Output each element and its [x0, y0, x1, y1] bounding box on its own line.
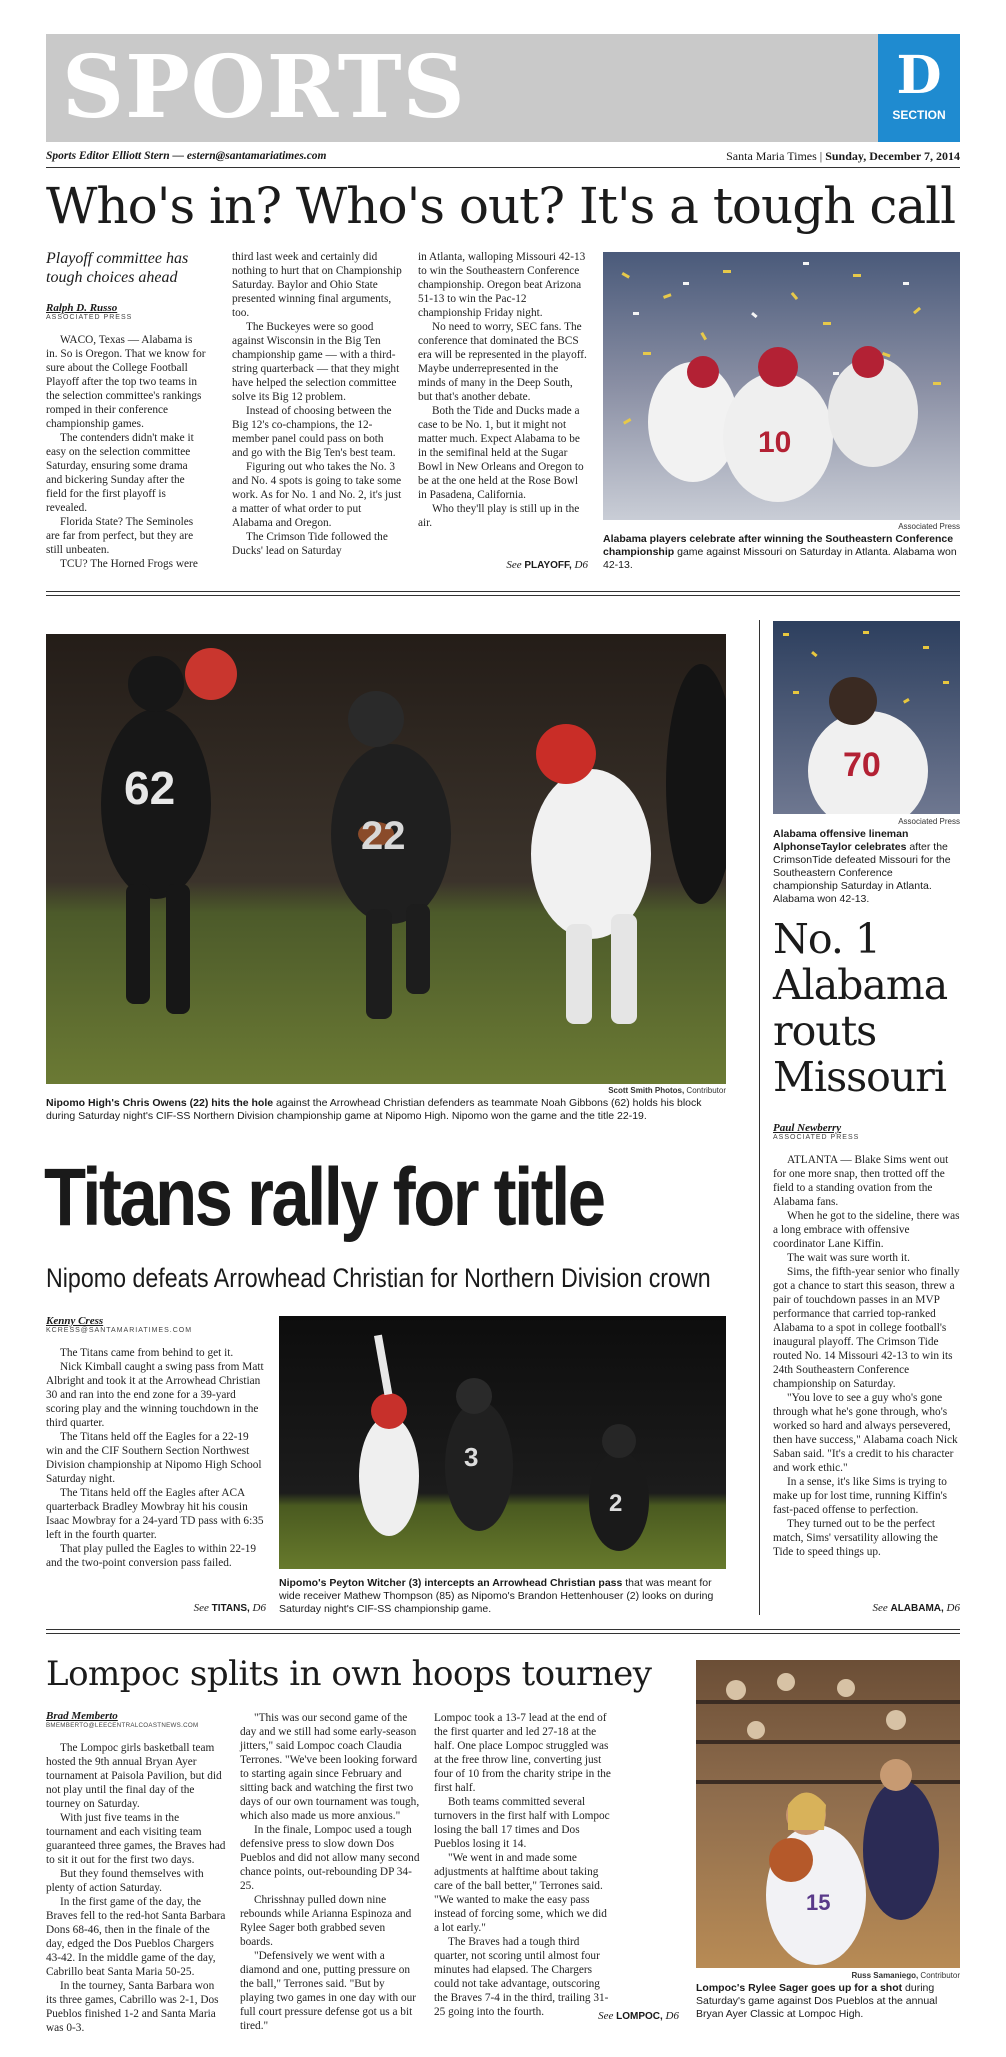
- paragraph: The Buckeyes were so good against Wisconsin in the Big Ten championship game — with a third-string quarterback — that they might have helped the selection committee solve its Big 12 problem.: [232, 321, 400, 403]
- dateline: [600, 149, 960, 164]
- story4-photo-credit: Russ Samaniego, Contributor: [851, 1971, 960, 1980]
- lompoc-basketball-photo: [696, 1660, 960, 1968]
- story2-caption2: Nipomo's Peyton Witcher (3) intercepts an Arrowhead Christian pass that was meant for wide receiver Mathew Thompson (85) as Nipomo's Brandon Hettenhouser (2) looks on during Saturday night's CIF-SS championship game.: [279, 1577, 714, 1615]
- paragraph: Florida State? The Seminoles are far from perfect, but they are still unbeaten.: [46, 516, 194, 556]
- story4-caption: Lompoc's Rylee Sager goes up for a shot during Saturday's game against Dos Pueblos at the annual Bryan Ayer Classic at Lompoc High.: [696, 1982, 938, 2020]
- paragraph: Instead of choosing between the Big 12's co-champions, the 12-member panel could pass on both and go with the Big Ten's best team.: [232, 405, 396, 459]
- section-badge: [878, 34, 960, 142]
- paragraph: The Lompoc girls basketball team hosted the 9th annual Bryan Ayer tournament at Paisola Pavilion, but did not play until the final day of the tourney on Saturday.: [46, 1742, 222, 1810]
- paragraph: The wait was sure worth it.: [787, 1252, 910, 1264]
- column-divider: [759, 620, 760, 1615]
- paragraph: Who they'll play is still up in the air.: [418, 503, 580, 529]
- story4-headline: Lompoc splits in own hoops tourney: [46, 1654, 652, 1694]
- football-action-illustration: [46, 634, 726, 1084]
- paragraph: "This was our second game of the day and we still had some early-season jitters," said Lompoc coach Claudia Terrones. "We've been looking forward to starting again since February and sitting back and watching the first two days of our own tournament was tough, which also made us more anxious.": [240, 1712, 420, 1822]
- story1-byline: Ralph D. Russo: [46, 302, 118, 314]
- paragraph: in Atlanta, walloping Missouri 42-13 to win the Southeastern Conference championship. Oregon beat Arizona 51-13 to win the Pac-12 championship Friday night.: [418, 251, 586, 319]
- paragraph: The Crimson Tide followed the Ducks' lead on Saturday: [232, 531, 388, 557]
- story2-photo-credit: Scott Smith Photos, Contributor: [608, 1086, 726, 1095]
- story4-col3: [434, 1711, 614, 2019]
- story3-body: [773, 1153, 960, 1559]
- paragraph: In a sense, it's like Sims is trying to make up for lost time, running Kiffin's fast-paced offense to perfection.: [773, 1476, 948, 1516]
- story3-byline-block: [773, 1122, 960, 1147]
- paragraph: The Titans held off the Eagles for a 22-19 win and the CIF Southern Section Northwest Division championship at Nipomo High School Saturday night.: [46, 1431, 262, 1485]
- story1-photo-credit: Associated Press: [898, 522, 960, 531]
- paragraph: That play pulled the Eagles to within 22-19 and the two-point conversion pass failed.: [46, 1543, 257, 1569]
- paper-name: Santa Maria Times: [726, 149, 817, 163]
- svg-text:62: 62: [124, 762, 176, 814]
- section-letter: D: [896, 45, 942, 106]
- paragraph: Figuring out who takes the No. 3 and No. 4 spots is going to take some work. As for No. 1 and No. 2, it's just a matter of what order to put Alabama and Oregon.: [232, 461, 402, 529]
- story1-col2: [232, 250, 402, 558]
- story1-jump[interactable]: See PLAYOFF, D6: [506, 559, 588, 571]
- section-divider-1: [46, 591, 960, 592]
- nipomo-football-photo: [46, 634, 726, 1084]
- story3-caption: Alabama offensive lineman AlphonseTaylor celebrates after the CrimsonTide defeated Missouri for the Southeastern Conference championship Saturday in Atlanta. Alabama won 42-13.: [773, 828, 951, 905]
- confetti-celebration-illustration: [603, 252, 960, 520]
- alabama-celebration-photo: [603, 252, 960, 520]
- story3-byline: Paul Newberry: [773, 1122, 842, 1134]
- svg-text:3: 3: [464, 1442, 479, 1472]
- story4-affiliation: BMEMBERTO@LEECENTRALCOASTNEWS.COM: [46, 1722, 199, 1729]
- section-divider-1b: [46, 595, 960, 596]
- paragraph: "You love to see a guy who's gone through what he's gone through, who's worked so hard and always persevered, then have success," Alabama coach Nick Saban said. "It's a credit to his character and work ethic.": [773, 1392, 958, 1474]
- story4-jump[interactable]: See LOMPOC, D6: [598, 2010, 679, 2022]
- masthead-title: SPORTS: [62, 37, 466, 138]
- lineman-celebration-illustration: [773, 621, 960, 814]
- section-label: SECTION: [892, 108, 946, 122]
- paragraph: But they found themselves with plenty of action Saturday.: [46, 1868, 204, 1894]
- story3-headline: [773, 916, 973, 1100]
- paragraph: In the first game of the day, the Braves fell to the red-hot Santa Barbara Dons 68-46, then in the finale of the day, edged the Dos Pueblos Chargers 43-42. In the middle game of the day, Cabrillo beat Santa Maria 50-25.: [46, 1896, 226, 1978]
- story4-byline-block: [46, 1710, 226, 1735]
- story2-headline: Titans rally for title: [44, 1152, 604, 1243]
- story1-headline: Who's in? Who's out? It's a tough call: [46, 177, 956, 235]
- story2-caption: Nipomo High's Chris Owens (22) hits the hole against the Arrowhead Christian defenders as teammate Noah Gibbons (62) holds his block during Saturday night's CIF-SS Northern Division championship game at Nipomo High. Nipomo won the game and the title 22-19.: [46, 1097, 702, 1122]
- paragraph: third last week and certainly did nothing to hurt that on Championship Saturday. Baylor and Ohio State presented winning final arguments, too.: [232, 251, 402, 319]
- interception-photo: [279, 1316, 726, 1569]
- interception-illustration: [279, 1316, 726, 1569]
- paragraph: With just five teams in the tournament and each visiting team guaranteed three games, the Braves had to sit it out for the first two days.: [46, 1812, 226, 1866]
- paragraph: They turned out to be the perfect match, Sims' versatility allowing the Tide to speed things up.: [773, 1518, 938, 1558]
- paragraph: Sims, the fifth-year senior who finally got a chance to start this season, threw a pair of touchdown passes in an MVP performance that carried top-ranked Alabama to a spot in college football's inaugural playoff. The Crimson Tide routed No. 14 Missouri 42-13 to win its 24th Southeastern Conference championship on Saturday.: [773, 1266, 960, 1390]
- paragraph: In the tourney, Santa Barbara won its three games, Cabrillo was 2-1, Dos Pueblos finished 1-2 and Santa Maria was 0-3.: [46, 1980, 219, 2034]
- paragraph: Lompoc took a 13-7 lead at the end of the first quarter and led 27-18 at the half. One place Lompoc struggled was at the free throw line, converting just four of 10 from the charity stripe in the first half.: [434, 1712, 611, 1794]
- paragraph: WACO, Texas — Alabama is in. So is Oregon. That we know for sure about the College Football Playoff after the top two teams in the selection committee's rankings romped in their conference championship games.: [46, 334, 206, 430]
- paragraph: Nick Kimball caught a swing pass from Matt Albright and took it at the Arrowhead Christian 30 and ran into the end zone for a 39-yard scoring play and the winning touchdown in the third quarter.: [46, 1361, 264, 1429]
- paragraph: Both the Tide and Ducks made a case to be No. 1, but it might not matter much. Expect Alabama to be in the semifinal held at the Sugar Bowl in New Orleans and Oregon to be at the one held at the Rose Bowl in Pasadena, California.: [418, 405, 584, 501]
- paragraph: ATLANTA — Blake Sims went out for one more snap, then trotted off the field to a standing ovation from the Alabama fans.: [773, 1154, 949, 1208]
- paragraph: The Braves had a tough third quarter, not scoring until almost four minutes had elapsed. The Chargers could not take advantage, outscoring the Braves 7-4 in the third, trailing 31-25 going into the fourth.: [434, 1936, 609, 2018]
- story1-deck: Playoff committee has tough choices ahead: [46, 250, 189, 286]
- svg-text:22: 22: [361, 814, 406, 858]
- headline-line: No. 1: [773, 915, 880, 963]
- headline-line: Alabama: [773, 961, 948, 1009]
- story1-affiliation: ASSOCIATED PRESS: [46, 314, 133, 321]
- story4-col1: [46, 1741, 226, 2035]
- story3-affiliation: ASSOCIATED PRESS: [773, 1134, 860, 1141]
- story2-jump[interactable]: See TITANS, D6: [193, 1602, 266, 1614]
- masthead-rule: [46, 167, 960, 168]
- paragraph: When he got to the sideline, there was a long embrace with offensive coordinator Lane Kiffin.: [773, 1210, 960, 1250]
- story3-jump[interactable]: See ALABAMA, D6: [872, 1602, 960, 1614]
- paragraph: The Titans came from behind to get it.: [60, 1347, 234, 1359]
- editor-line: Sports Editor Elliott Stern — estern@santamariatimes.com: [46, 150, 327, 162]
- alabama-lineman-photo: [773, 621, 960, 814]
- paragraph: No need to worry, SEC fans. The conference that dominated the BCS era will be represented in the playoff. Maybe underrepresented in the minds of many in the Deep South, but that's another debate.: [418, 321, 587, 403]
- story1-caption: Alabama players celebrate after winning the Southeastern Conference championship game against Missouri on Saturday in Atlanta. Alabama won 42-13.: [603, 533, 957, 571]
- story2-body: [46, 1346, 266, 1570]
- dateline-separator: |: [819, 149, 826, 163]
- story1-col3: [418, 250, 588, 530]
- story4-col2: [240, 1711, 420, 2033]
- paragraph: Chrisshnay pulled down nine rebounds while Arianna Espinoza and Rylee Sager both grabbed seven boards.: [240, 1894, 412, 1948]
- story4-byline: Brad Memberto: [46, 1710, 118, 1722]
- headline-line: Missouri: [773, 1053, 946, 1101]
- svg-text:2: 2: [609, 1490, 623, 1517]
- story2-byline-block: [46, 1315, 266, 1340]
- headline-line: routs: [773, 1007, 877, 1055]
- story2-affiliation: KCRESS@SANTAMARIATIMES.COM: [46, 1327, 193, 1334]
- section-divider-2: [46, 1629, 960, 1630]
- story2-subhead: Nipomo defeats Arrowhead Christian for Northern Division crown: [46, 1263, 711, 1293]
- svg-text:70: 70: [843, 746, 881, 784]
- paragraph: TCU? The Horned Frogs were: [60, 558, 198, 570]
- svg-text:10: 10: [758, 426, 792, 459]
- story1-byline-block: [46, 302, 206, 327]
- paragraph: Both teams committed several turnovers in the first half with Lompoc losing the ball 17 times and Dos Pueblos losing it 14.: [434, 1796, 610, 1850]
- paragraph: The contenders didn't make it easy on the selection committee Saturday, ensuring some drama and bickering Sunday after the field for the first playoff is revealed.: [46, 432, 194, 514]
- story1-col1: [46, 333, 206, 571]
- story2-byline: Kenny Cress: [46, 1315, 104, 1327]
- section-divider-2b: [46, 1633, 960, 1634]
- issue-date: Sunday, December 7, 2014: [825, 149, 960, 163]
- paragraph: In the finale, Lompoc used a tough defensive press to slow down Dos Pueblos and did not allow many second chance points, out-rebounding DP 34-25.: [240, 1824, 420, 1892]
- paragraph: The Titans held off the Eagles after ACA quarterback Bradley Mowbray hit his cousin Isaac Mowbray for a 24-yard TD pass with 6:35 left in the fourth quarter.: [46, 1487, 264, 1541]
- svg-text:15: 15: [806, 1890, 831, 1915]
- story3-photo-credit: Associated Press: [898, 817, 960, 826]
- paragraph: "We went in and made some adjustments at halftime about taking care of the ball better," Terrones said. "We wanted to make the easy pass instead of forcing some, which we did a lot early.": [434, 1852, 607, 1934]
- paragraph: "Defensively we went with a diamond and one, putting pressure on the ball," Terrones said. "But by playing two games in one day with our full court pressure defense got us a bit tired.": [240, 1950, 417, 2032]
- basketball-shot-illustration: [696, 1660, 960, 1968]
